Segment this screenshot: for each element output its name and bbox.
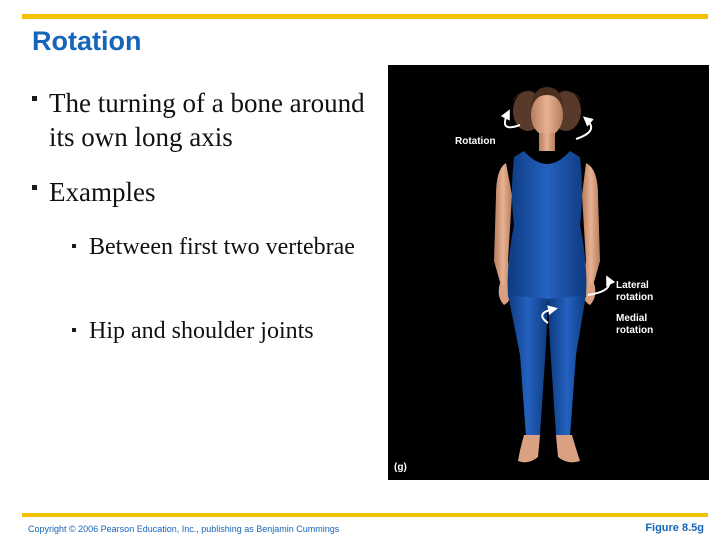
bullet-marker — [32, 185, 37, 190]
feet — [518, 435, 580, 462]
top-accent-rule — [22, 14, 708, 19]
bullet-text: The turning of a bone around its own long axis — [49, 88, 365, 152]
bottom-accent-rule — [22, 513, 708, 517]
lateral-rotation-label: Lateral rotation — [616, 280, 654, 303]
bodysuit — [508, 151, 587, 437]
rotation-label: Rotation — [455, 136, 496, 147]
sub-bullet-text: Between first two vertebrae — [89, 234, 355, 260]
slide-title: Rotation — [32, 26, 142, 56]
head — [530, 87, 564, 151]
sub-bullet-item-1 — [72, 232, 372, 263]
bullet-item-1 — [32, 86, 372, 154]
sub-bullet-item-2 — [72, 316, 372, 347]
sub-bullet-marker — [72, 328, 76, 332]
figure-illustration — [388, 65, 709, 480]
panel-label: (g) — [394, 462, 407, 473]
copyright-notice: Copyright © 2006 Pearson Education, Inc., publishing as Benjamin Cummings — [28, 524, 340, 534]
sub-bullet-marker — [72, 244, 76, 248]
sub-bullet-text: Hip and shoulder joints — [89, 318, 314, 344]
bullet-text: Examples — [49, 177, 156, 207]
figure-reference: Figure 8.5g — [645, 522, 704, 534]
bullet-marker — [32, 96, 37, 101]
bullet-item-2 — [32, 175, 372, 209]
medial-rotation-label: Medial rotation — [616, 313, 654, 336]
rotation-figure — [388, 65, 709, 480]
